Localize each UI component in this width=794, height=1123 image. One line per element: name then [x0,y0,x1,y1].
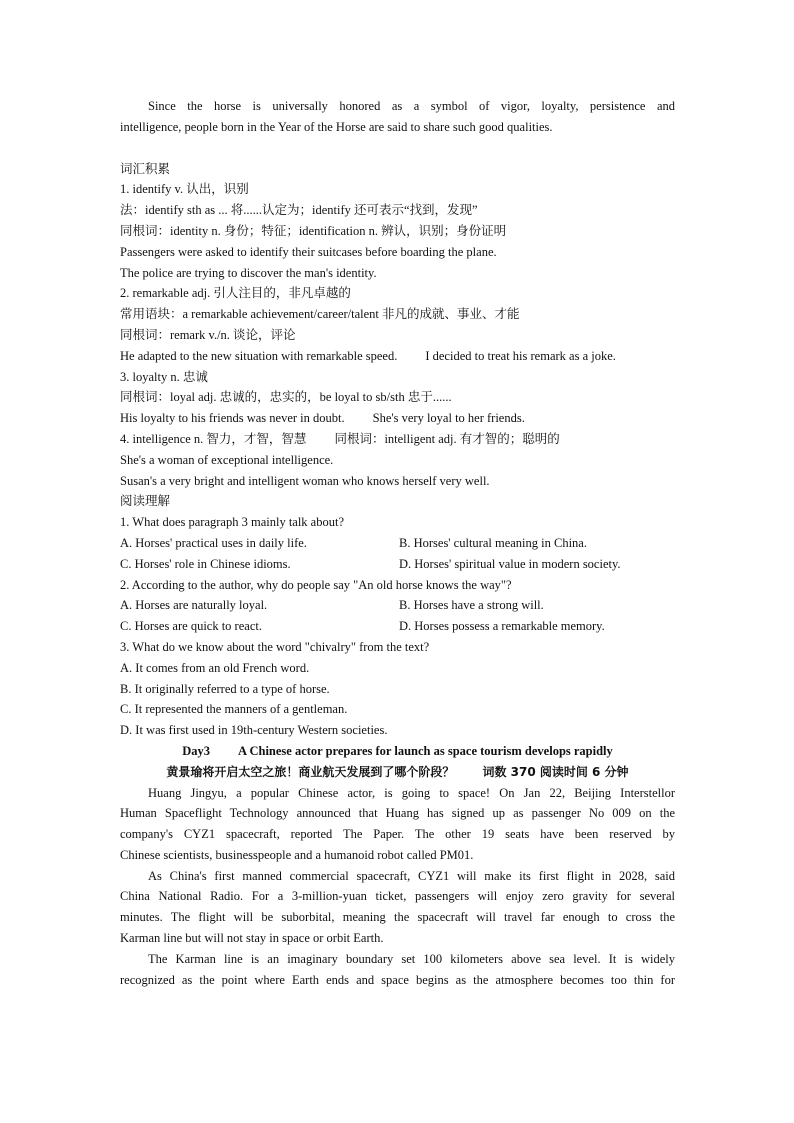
option: C. Horses are quick to react. [120,619,262,634]
option: B. Horses have a strong will. [399,598,544,613]
option: A. Horses' practical uses in daily life. [120,535,307,550]
day3-title [120,741,675,762]
question: 2. According to the author, why do people say "An old horse knows the way"? [120,577,512,592]
vocab-line: 法：identify sth as ... 将......认定为；identify 还可表示“找到，发现” [120,203,478,218]
vocab-example: The police are trying to discover the man's identity. [120,265,377,280]
vocab-example: Passengers were asked to identify their suitcases before boarding the plane. [120,244,497,259]
article-line: company's CYZ1 spacecraft, reported The Paper. The other 19 seats have been reserved by [120,827,675,842]
option: C. It represented the manners of a gentleman. [120,702,348,717]
vocab-line: 4. intelligence n. 智力，才智，智慧 [120,431,307,446]
option: A. It comes from an old French word. [120,660,310,675]
option-row [120,533,675,554]
word-count: 词数 370 阅读时间 6 分钟 [482,764,629,779]
option: C. Horses' role in Chinese idioms. [120,556,291,571]
vocab-line: 常用语块：a remarkable achievement/career/talent 非凡的成就、事业、才能 [120,307,520,322]
vocab-example-pair [120,408,675,429]
vocab-example: I decided to treat his remark as a joke. [425,348,616,363]
vocab-example: She's a woman of exceptional intelligence. [120,452,334,467]
vocab-example: Susan's a very bright and intelligent woman who knows herself very well. [120,473,490,488]
article-line: Chinese scientists, businesspeople and a humanoid robot called PM01. [120,847,474,862]
vocab-example: She's very loyal to her friends. [372,411,525,426]
option: B. Horses' cultural meaning in China. [399,535,587,550]
article-line: minutes. The flight will be suborbital, meaning the spacecraft will travel far enough to cross the [120,910,675,925]
vocab-line: 2. remarkable adj. 引人注目的，非凡卓越的 [120,286,351,301]
vocab-line: 1. identify v. 认出，识别 [120,182,249,197]
option-row [120,554,675,575]
vocab-line: 同根词：remark v./n. 谈论，评论 [120,327,296,342]
vocab-example-pair [120,346,675,367]
vocab-line: 同根词：intelligent adj. 有才智的；聪明的 [334,431,560,446]
vocab-example: He adapted to the new situation with remarkable speed. [120,348,398,363]
reading-heading: 阅读理解 [120,494,171,509]
article-line: Karman line but will not stay in space or orbit Earth. [120,931,384,946]
article-line: China National Radio. For a 3-million-yuan ticket, passengers will enjoy zero gravity for several [120,889,675,904]
day3-subtitle-row [120,762,675,783]
vocab-line: 同根词：identity n. 身份；特征；identification n. 辨认，识别；身份证明 [120,223,507,238]
vocab-line: 3. loyalty n. 忠诚 [120,369,208,384]
question: 1. What does paragraph 3 mainly talk about? [120,515,345,530]
article-title: A Chinese actor prepares for launch as space tourism develops rapidly [238,743,613,758]
option: B. It originally referred to a type of horse. [120,681,330,696]
question: 3. What do we know about the word "chivalry" from the text? [120,639,430,654]
article-line: Huang Jingyu, a popular Chinese actor, is going to space! On Jan 22, Beijing Interstellor [148,785,675,800]
day3-label: Day3 [182,743,210,758]
option: D. It was first used in 19th-century Western societies. [120,723,388,738]
vocab-example: His loyalty to his friends was never in doubt. [120,411,345,426]
option-row [120,595,675,616]
vocab-heading: 词汇积累 [120,161,171,176]
document-content [120,96,675,990]
vocab-line: 同根词：loyal adj. 忠诚的，忠实的，be loyal to sb/sth 忠于...... [120,390,452,405]
article-line: recognized as the point where Earth ends and space begins as the atmosphere becomes too thin for [120,972,675,987]
article-line: Human Spaceflight Technology announced that Huang has signed up as passenger No 009 on the [120,806,675,821]
option-row [120,616,675,637]
article-line: As China's first manned commercial spacecraft, CYZ1 will make its first flight in 2028, said [148,868,675,883]
option: A. Horses are naturally loyal. [120,598,268,613]
option: D. Horses' spiritual value in modern society. [399,556,621,571]
intro-line: Since the horse is universally honored as a symbol of vigor, loyalty, persistence and [148,99,675,113]
vocab-line-pair [120,429,675,450]
option: D. Horses possess a remarkable memory. [399,619,605,634]
article-subtitle: 黄景瑜将开启太空之旅！商业航天发展到了哪个阶段？ [166,764,455,779]
article-line: The Karman line is an imaginary boundary set 100 kilometers above sea level. It is widely [148,951,675,966]
intro-line: intelligence, people born in the Year of the Horse are said to share such good qualities. [120,119,553,134]
